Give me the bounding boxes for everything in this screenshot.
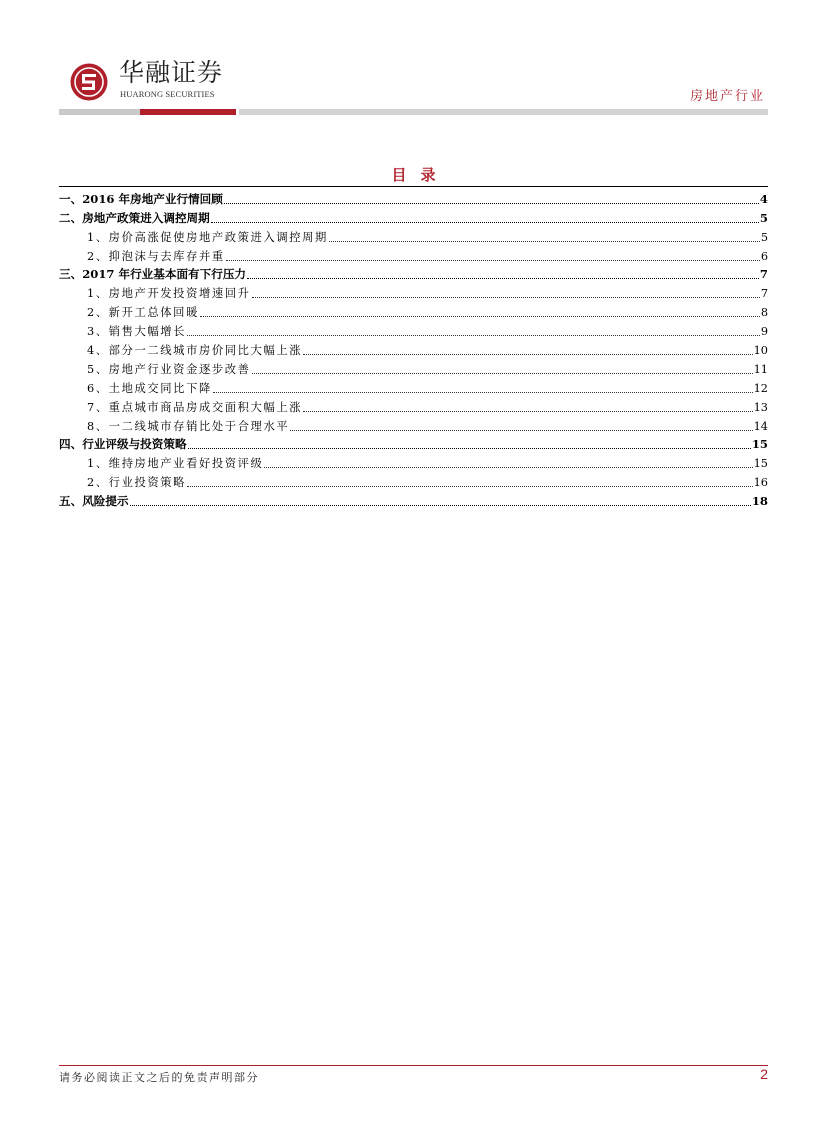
toc-entry-title: 2、行业投资策略	[87, 476, 187, 490]
toc-entry[interactable]	[59, 245, 768, 264]
page-number: 2	[760, 1066, 768, 1082]
toc-entry-page: 14	[753, 419, 768, 433]
toc-entry-page: 16	[753, 476, 768, 490]
toc-entry-title: 四、行业评级与投资策略	[59, 437, 187, 452]
toc-entry[interactable]	[59, 339, 768, 358]
toc-leader-dots	[187, 335, 760, 336]
header-bar-gray-right	[239, 109, 768, 115]
footer-divider	[59, 1065, 768, 1066]
brand-name-en: HUARONG SECURITIES	[120, 89, 215, 99]
toc-entry-title: 二、房地产政策进入调控周期	[59, 210, 210, 225]
toc-entry-page: 5	[760, 230, 768, 244]
toc-entry-title: 2、抑泡沫与去库存并重	[87, 249, 225, 263]
industry-label: 房地产行业	[689, 89, 765, 104]
toc-entry[interactable]	[59, 377, 768, 396]
toc-divider	[59, 186, 768, 187]
toc-leader-dots	[226, 260, 760, 261]
toc-entry-title: 一、2016 年房地产业行情回顾	[59, 191, 223, 206]
toc-entry[interactable]	[59, 434, 768, 453]
toc-entry-page: 13	[753, 400, 768, 414]
toc-entry-page: 18	[751, 494, 768, 509]
toc-entry[interactable]	[59, 471, 768, 490]
toc-entry[interactable]	[59, 301, 768, 320]
toc-leader-dots	[130, 505, 751, 506]
toc-entry-title: 1、房地产开发投资增速回升	[87, 287, 251, 301]
toc-entry-page: 7	[760, 287, 768, 301]
toc-entry-page: 10	[753, 344, 768, 358]
toc-entry-page: 5	[759, 210, 768, 225]
toc-entry[interactable]	[59, 452, 768, 471]
toc-leader-dots	[200, 316, 760, 317]
toc-entry[interactable]	[59, 282, 768, 301]
toc-leader-dots	[247, 278, 759, 279]
toc-leader-dots	[252, 297, 760, 298]
toc-entry-page: 4	[759, 191, 768, 206]
toc-entry-page: 7	[759, 267, 768, 282]
toc-entry-title: 4、部分一二线城市房价同比大幅上涨	[87, 344, 303, 358]
toc-entry[interactable]	[59, 226, 768, 245]
toc-entry-page: 6	[760, 249, 768, 263]
toc-entry-title: 1、房价高涨促使房地产政策进入调控周期	[87, 230, 328, 244]
toc-entry-page: 8	[760, 306, 768, 320]
toc-leader-dots	[213, 392, 753, 393]
toc-leader-dots	[224, 203, 759, 204]
toc-entry[interactable]	[59, 415, 768, 434]
brand-name: 华融证券	[119, 58, 224, 87]
toc-entry-page: 11	[753, 362, 768, 376]
toc-entry-page: 15	[751, 437, 768, 452]
table-of-contents	[59, 188, 768, 509]
toc-entry-title: 五、风险提示	[59, 494, 129, 509]
toc-entry-title: 3、销售大幅增长	[87, 325, 187, 339]
toc-entry[interactable]	[59, 320, 768, 339]
toc-title: 目录	[391, 166, 450, 184]
toc-entry[interactable]	[59, 358, 768, 377]
toc-entry-title: 三、2017 年行业基本面有下行压力	[59, 267, 247, 282]
toc-entry-title: 8、一二线城市存销比处于合理水平	[87, 419, 290, 433]
header-bar-red	[140, 109, 236, 115]
toc-entry-page: 9	[760, 325, 768, 339]
toc-entry[interactable]	[59, 490, 768, 509]
toc-entry-title: 5、房地产行业资金逐步改善	[87, 362, 251, 376]
toc-leader-dots	[211, 222, 759, 223]
toc-entry[interactable]	[59, 207, 768, 226]
toc-entry-page: 15	[753, 457, 768, 471]
toc-leader-dots	[303, 411, 752, 412]
footer-disclaimer: 请务必阅读正文之后的免责声明部分	[59, 1071, 259, 1084]
toc-leader-dots	[252, 373, 753, 374]
toc-leader-dots	[264, 467, 752, 468]
huarong-logo-icon	[70, 63, 108, 101]
toc-leader-dots	[187, 486, 753, 487]
toc-leader-dots	[290, 430, 752, 431]
toc-entry-title: 7、重点城市商品房成交面积大幅上涨	[87, 400, 303, 414]
toc-entry[interactable]	[59, 264, 768, 283]
toc-entry-title: 2、新开工总体回暖	[87, 306, 199, 320]
header-bar-gray-left	[59, 109, 140, 115]
toc-entry-title: 1、维持房地产业看好投资评级	[87, 457, 264, 471]
toc-leader-dots	[188, 448, 751, 449]
toc-entry[interactable]	[59, 396, 768, 415]
toc-entry[interactable]	[59, 188, 768, 207]
toc-leader-dots	[329, 241, 760, 242]
toc-entry-page: 12	[753, 381, 768, 395]
toc-entry-title: 6、土地成交同比下降	[87, 381, 212, 395]
toc-leader-dots	[303, 354, 752, 355]
